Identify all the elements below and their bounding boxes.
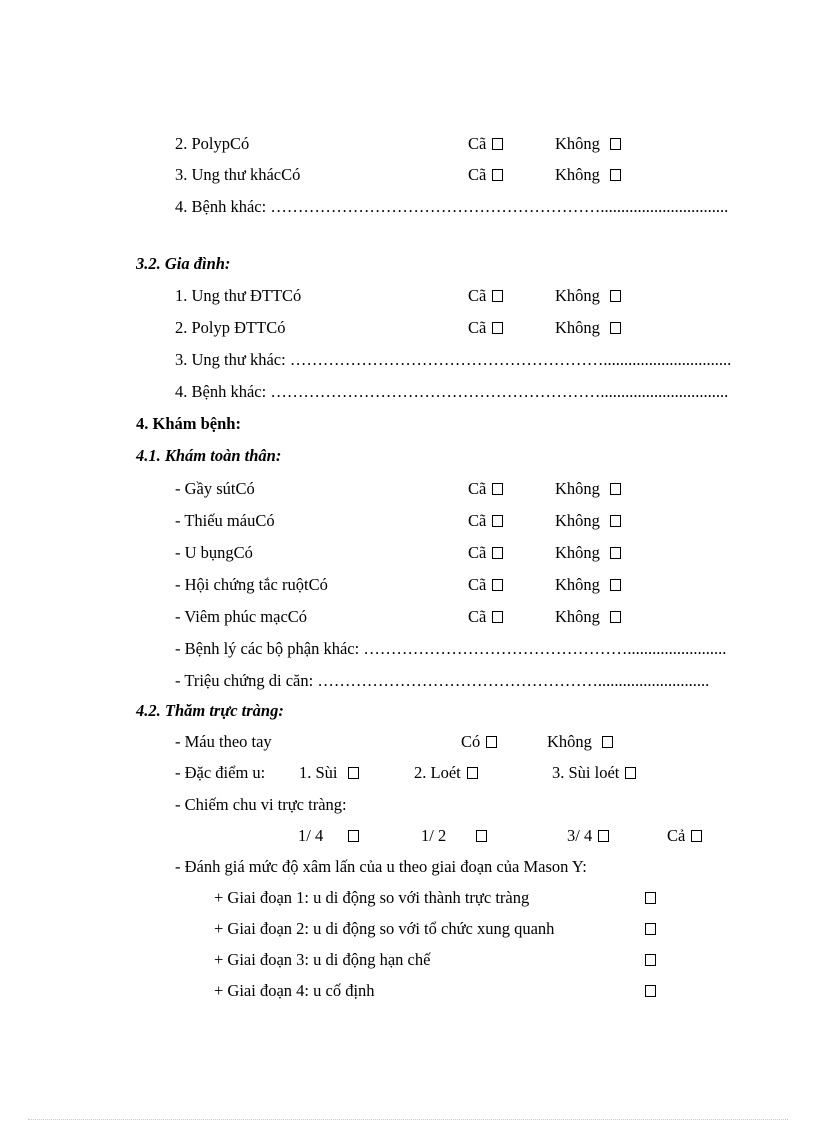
blood-on-finger-no[interactable]	[547, 732, 613, 752]
checkbox-icon[interactable]	[348, 830, 359, 842]
abdominal-mass-yes[interactable]	[468, 543, 503, 563]
checkbox-icon[interactable]	[645, 985, 656, 997]
checkbox-icon[interactable]	[610, 611, 621, 623]
mason-stage-4-checkbox[interactable]	[645, 981, 656, 1001]
checkbox-icon[interactable]	[625, 767, 636, 779]
circumference-option-3[interactable]	[567, 826, 609, 846]
option-label: 3. Sùi loét	[552, 763, 620, 782]
checkbox-icon[interactable]	[602, 736, 613, 748]
weight-loss-row	[175, 479, 255, 499]
anemia-no[interactable]	[555, 511, 621, 531]
circumference-row	[175, 795, 347, 815]
yes-label: Có	[461, 732, 481, 751]
circumference-label: - Chiếm chu vi trực tràng:	[175, 795, 347, 814]
checkbox-icon[interactable]	[610, 169, 621, 181]
mason-label: - Đánh giá mức độ xâm lấn của u theo giai đoạn của Mason Y:	[175, 857, 587, 876]
checkbox-icon[interactable]	[610, 515, 621, 527]
peritonitis-yes[interactable]	[468, 607, 503, 627]
no-label: Không	[555, 134, 600, 153]
family-colon-cancer-row	[175, 286, 301, 306]
peritonitis-no[interactable]	[555, 607, 621, 627]
yes-label: Cã	[468, 543, 487, 562]
circumference-option-1[interactable]	[298, 826, 359, 846]
peritonitis-row	[175, 607, 307, 627]
metastasis-row[interactable]	[175, 671, 709, 691]
checkbox-icon[interactable]	[610, 547, 621, 559]
fill-line[interactable]: ……………………………………………………...............................	[270, 197, 729, 216]
bowel-obstruction-row	[175, 575, 328, 595]
yes-label: Cã	[468, 165, 487, 184]
mason-stage-2-row	[214, 919, 554, 939]
mason-heading-row	[175, 857, 587, 877]
rectal-exam-title: 4.2. Thăm trực tràng:	[136, 701, 284, 720]
history-polyp-yes[interactable]	[468, 134, 503, 154]
no-label: Không	[555, 543, 600, 562]
mason-stage-1-checkbox[interactable]	[645, 888, 656, 908]
checkbox-icon[interactable]	[610, 483, 621, 495]
family-polyp-label: 2. Polyp ĐTTCó	[175, 318, 286, 337]
general-exam-heading	[136, 446, 281, 466]
checkbox-icon[interactable]	[467, 767, 478, 779]
family-polyp-no[interactable]	[555, 318, 621, 338]
checkbox-icon[interactable]	[476, 830, 487, 842]
bowel-obstruction-no[interactable]	[555, 575, 621, 595]
history-other-cancer-label: 3. Ung thư khácCó	[175, 165, 301, 184]
tumor-type-option-3[interactable]	[552, 763, 636, 783]
option-label: 1. Sùi	[299, 763, 338, 782]
history-other-disease-row[interactable]	[175, 197, 728, 217]
yes-label: Cã	[468, 318, 487, 337]
mason-stage-3-row	[214, 950, 430, 970]
family-colon-cancer-no[interactable]	[555, 286, 621, 306]
yes-label: Cã	[468, 511, 487, 530]
anemia-row	[175, 511, 275, 531]
bowel-obstruction-yes[interactable]	[468, 575, 503, 595]
family-colon-cancer-label: 1. Ung thư ĐTTCó	[175, 286, 302, 305]
peritonitis-label: - Viêm phúc mạcCó	[175, 607, 308, 626]
yes-label: Cã	[468, 286, 487, 305]
mason-stage-4-row	[214, 981, 375, 1001]
abdominal-mass-no[interactable]	[555, 543, 621, 563]
blood-on-finger-row	[175, 732, 272, 752]
family-other-disease-row[interactable]	[175, 382, 728, 402]
circumference-option-4[interactable]	[667, 826, 702, 846]
history-polyp-row	[175, 134, 249, 154]
family-other-disease-label: 4. Bệnh khác:	[175, 382, 267, 401]
no-label: Không	[555, 165, 600, 184]
no-label: Không	[555, 286, 600, 305]
no-label: Không	[555, 479, 600, 498]
history-other-cancer-no[interactable]	[555, 165, 621, 185]
tumor-type-option-2[interactable]	[414, 763, 478, 783]
option-label: 3/ 4	[567, 826, 593, 845]
fill-line[interactable]: ……………………………………………...........................	[317, 671, 710, 690]
checkbox-icon[interactable]	[610, 290, 621, 302]
no-label: Không	[555, 575, 600, 594]
mason-stage-3-checkbox[interactable]	[645, 950, 656, 970]
yes-label: Cã	[468, 607, 487, 626]
page-bottom-divider	[28, 1119, 788, 1120]
checkbox-icon[interactable]	[348, 767, 359, 779]
family-other-cancer-label: 3. Ung thư khác:	[175, 350, 286, 369]
no-label: Không	[555, 318, 600, 337]
no-label: Không	[547, 732, 592, 751]
family-history-title: 3.2. Gia đình:	[136, 254, 231, 273]
bowel-obstruction-label: - Hội chứng tắc ruộtCó	[175, 575, 328, 594]
checkbox-icon[interactable]	[492, 611, 503, 623]
weight-loss-yes[interactable]	[468, 479, 503, 499]
family-colon-cancer-yes[interactable]	[468, 286, 503, 306]
family-polyp-row	[175, 318, 285, 338]
checkbox-icon[interactable]	[598, 830, 609, 842]
mason-stage-4-label: + Giai đoạn 4: u cố định	[214, 981, 375, 1000]
blood-on-finger-label: - Máu theo tay	[175, 732, 272, 751]
option-label: Cả	[667, 826, 686, 845]
anemia-label: - Thiếu máuCó	[175, 511, 275, 530]
fill-line[interactable]: …………………………………………………...............................	[289, 350, 732, 369]
tumor-type-row	[175, 763, 265, 783]
blood-on-finger-yes[interactable]	[461, 732, 497, 752]
anemia-yes[interactable]	[468, 511, 503, 531]
examination-heading	[136, 414, 241, 434]
option-label: 1/ 2	[421, 826, 447, 845]
no-label: Không	[555, 607, 600, 626]
checkbox-icon[interactable]	[486, 736, 497, 748]
fill-line[interactable]: ……………………………………………………...............................	[270, 382, 729, 401]
history-other-cancer-yes[interactable]	[468, 165, 503, 185]
history-polyp-label: 2. PolypCó	[175, 134, 250, 153]
checkbox-icon[interactable]	[645, 892, 656, 904]
checkbox-icon[interactable]	[492, 322, 503, 334]
tumor-type-option-1[interactable]	[299, 763, 359, 783]
mason-stage-3-label: + Giai đoạn 3: u di động hạn chế	[214, 950, 431, 969]
checkbox-icon[interactable]	[610, 322, 621, 334]
tumor-type-label: - Đặc điểm u:	[175, 763, 266, 782]
mason-stage-1-row	[214, 888, 529, 908]
mason-stage-1-label: + Giai đoạn 1: u di động so với thành trực tràng	[214, 888, 530, 907]
family-other-cancer-row[interactable]	[175, 350, 731, 370]
mason-stage-2-checkbox[interactable]	[645, 919, 656, 939]
history-polyp-no[interactable]	[555, 134, 621, 154]
yes-label: Cã	[468, 134, 487, 153]
general-exam-title: 4.1. Khám toàn thân:	[136, 446, 282, 465]
option-label: 1/ 4	[298, 826, 324, 845]
checkbox-icon[interactable]	[645, 923, 656, 935]
fill-line[interactable]: …………………………………………........................	[363, 639, 727, 658]
abdominal-mass-label: - U bụngCó	[175, 543, 253, 562]
checkbox-icon[interactable]	[691, 830, 702, 842]
history-other-disease-label: 4. Bệnh khác:	[175, 197, 267, 216]
history-other-cancer-row	[175, 165, 300, 185]
family-polyp-yes[interactable]	[468, 318, 503, 338]
yes-label: Cã	[468, 575, 487, 594]
other-organs-label: - Bệnh lý các bộ phận khác:	[175, 639, 360, 658]
examination-title: 4. Khám bệnh:	[136, 414, 241, 433]
checkbox-icon[interactable]	[492, 483, 503, 495]
checkbox-icon[interactable]	[610, 579, 621, 591]
checkbox-icon[interactable]	[492, 515, 503, 527]
checkbox-icon[interactable]	[492, 290, 503, 302]
other-organs-row[interactable]	[175, 639, 726, 659]
circumference-option-2[interactable]	[421, 826, 487, 846]
yes-label: Cã	[468, 479, 487, 498]
checkbox-icon[interactable]	[645, 954, 656, 966]
abdominal-mass-row	[175, 543, 253, 563]
checkbox-icon[interactable]	[492, 169, 503, 181]
metastasis-label: - Triệu chứng di căn:	[175, 671, 314, 690]
rectal-exam-heading	[136, 701, 284, 721]
checkbox-icon[interactable]	[492, 138, 503, 150]
no-label: Không	[555, 511, 600, 530]
checkbox-icon[interactable]	[492, 579, 503, 591]
weight-loss-label: - Gầy sútCó	[175, 479, 255, 498]
option-label: 2. Loét	[414, 763, 461, 782]
mason-stage-2-label: + Giai đoạn 2: u di động so với tổ chức xung quanh	[214, 919, 555, 938]
checkbox-icon[interactable]	[492, 547, 503, 559]
weight-loss-no[interactable]	[555, 479, 621, 499]
checkbox-icon[interactable]	[610, 138, 621, 150]
family-history-heading	[136, 254, 230, 274]
